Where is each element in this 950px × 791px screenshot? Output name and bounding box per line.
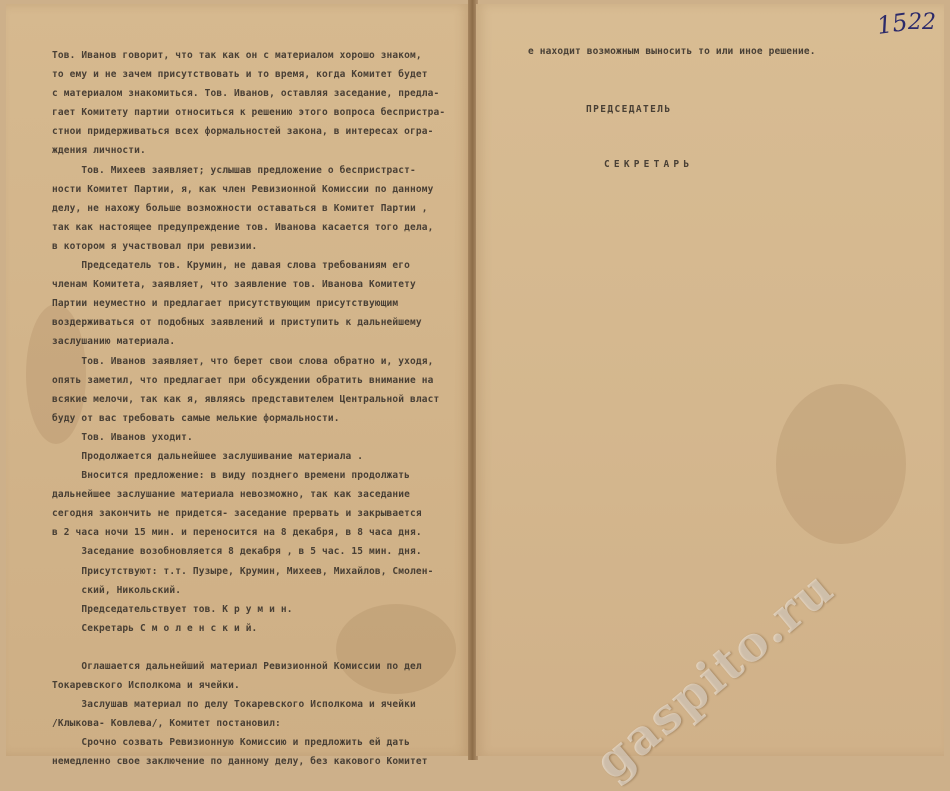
left-page bbox=[6, 4, 470, 768]
left-page-typed-text bbox=[52, 46, 462, 772]
text-line: так как настоящее предупреждение тов. Иванова касается того дела, bbox=[52, 221, 434, 233]
text-line: ности Комитет Партии, я, как член Ревизионной Комиссии по данному bbox=[52, 183, 434, 195]
text-line: Тов. Иванов говорит, что так как он с материалом хорошо знаком, bbox=[52, 50, 422, 61]
text-line: с материалом знакомиться. Тов. Иванов, оставляя заседание, предла- bbox=[52, 88, 440, 100]
text-line: стнои придерживаться всех формальностей закона, в интересах огра- bbox=[52, 126, 434, 138]
text-line: Токаревского Исполкома и ячейки. bbox=[52, 680, 240, 692]
text-line: Продолжается дальнейшее заслушивание материала . bbox=[52, 450, 364, 462]
text-line: в котором я участвовал при ревизии. bbox=[52, 240, 258, 252]
text-line: ждения личности. bbox=[52, 145, 146, 157]
paper-stain bbox=[776, 384, 906, 544]
text-line: ский, Никольский. bbox=[52, 584, 182, 596]
text-line: Срочно созвать Ревизионную Комиссию и предложить ей дать bbox=[52, 737, 411, 749]
text-line: Партии неуместно и предлагает присутствующим присутствующим bbox=[52, 298, 399, 310]
text-line: Заседание возобновляется 8 декабря , в 5 час. 15 мин. дня. bbox=[52, 546, 422, 558]
text-line: в 2 часа ночи 15 мин. и переносится на 8 декабря, в 8 часа дня. bbox=[52, 527, 422, 539]
text-line: членам Комитета, заявляет, что заявление тов. Иванова Комитету bbox=[52, 279, 416, 291]
text-line: Тов. Иванов уходит. bbox=[52, 431, 193, 443]
text-line: гает Комитету партии относиться к решению этого вопроса беспристра- bbox=[52, 107, 446, 119]
text-line: /Клыкова- Ковлева/, Комитет постановил: bbox=[52, 718, 281, 730]
folio-number-old: 15 bbox=[875, 8, 910, 40]
text-line: Тов. Иванов заявляет, что берет свои слова обратно и, уходя, bbox=[52, 355, 434, 367]
text-line: заслушанию материала. bbox=[52, 336, 176, 348]
text-line: Оглашается дальнейший материал Ревизионной Комиссии по дел bbox=[52, 661, 422, 672]
text-line: немедленно свое заключение по данному делу, без какового Комитет bbox=[52, 756, 428, 768]
text-line: буду от вас требовать самые мелькие формальности. bbox=[52, 412, 340, 424]
text-line: Заслушав материал по делу Токаревского Исполкома и ячейки bbox=[52, 699, 416, 711]
text-line: Тов. Михеев заявляет; услышав предложение о беспристраст- bbox=[52, 164, 416, 176]
text-line: Председатель тов. Крумин, не давая слова требованиям его bbox=[52, 260, 411, 272]
secretary-heading: СЕКРЕТАРЬ bbox=[604, 159, 694, 170]
text-line: делу, не нахожу больше возможности оставаться в Комитет Партии , bbox=[52, 202, 428, 214]
text-line: Вносится предложение: в виду позднего времени продолжать bbox=[52, 470, 411, 482]
text-line bbox=[52, 638, 462, 657]
text-line: всякие мелочи, так как я, являясь представителем Центральной власт bbox=[52, 393, 440, 405]
watermark: gaspito.ru bbox=[584, 559, 846, 791]
text-line: дальнейшее заслушание материала невозможно, так как заседание bbox=[52, 489, 411, 501]
text-line: воздерживаться от подобных заявлений и приступить к дальнейшему bbox=[52, 317, 422, 329]
text-line: Председательствует тов. К р у м и н. bbox=[52, 603, 293, 615]
right-page-first-line: е находит возможным выносить то или иное решение. bbox=[528, 46, 816, 57]
text-line: Присутствуют: т.т. Пузыре, Крумин, Михеев, Михайлов, Смолен- bbox=[52, 565, 434, 577]
text-line: сегодня закончить не придется- заседание прервать и закрывается bbox=[52, 508, 422, 520]
chairman-heading: ПРЕДСЕДАТЕЛЬ bbox=[586, 104, 672, 115]
folio-number-new: 22 bbox=[908, 10, 936, 35]
text-line: то ему и не зачем присутствовать и то время, когда Комитет будет bbox=[52, 69, 428, 81]
text-line: Секретарь С м о л е н с к и й. bbox=[52, 622, 258, 634]
text-line: опять заметил, что предлагает при обсуждении обратить внимание на bbox=[52, 374, 434, 386]
